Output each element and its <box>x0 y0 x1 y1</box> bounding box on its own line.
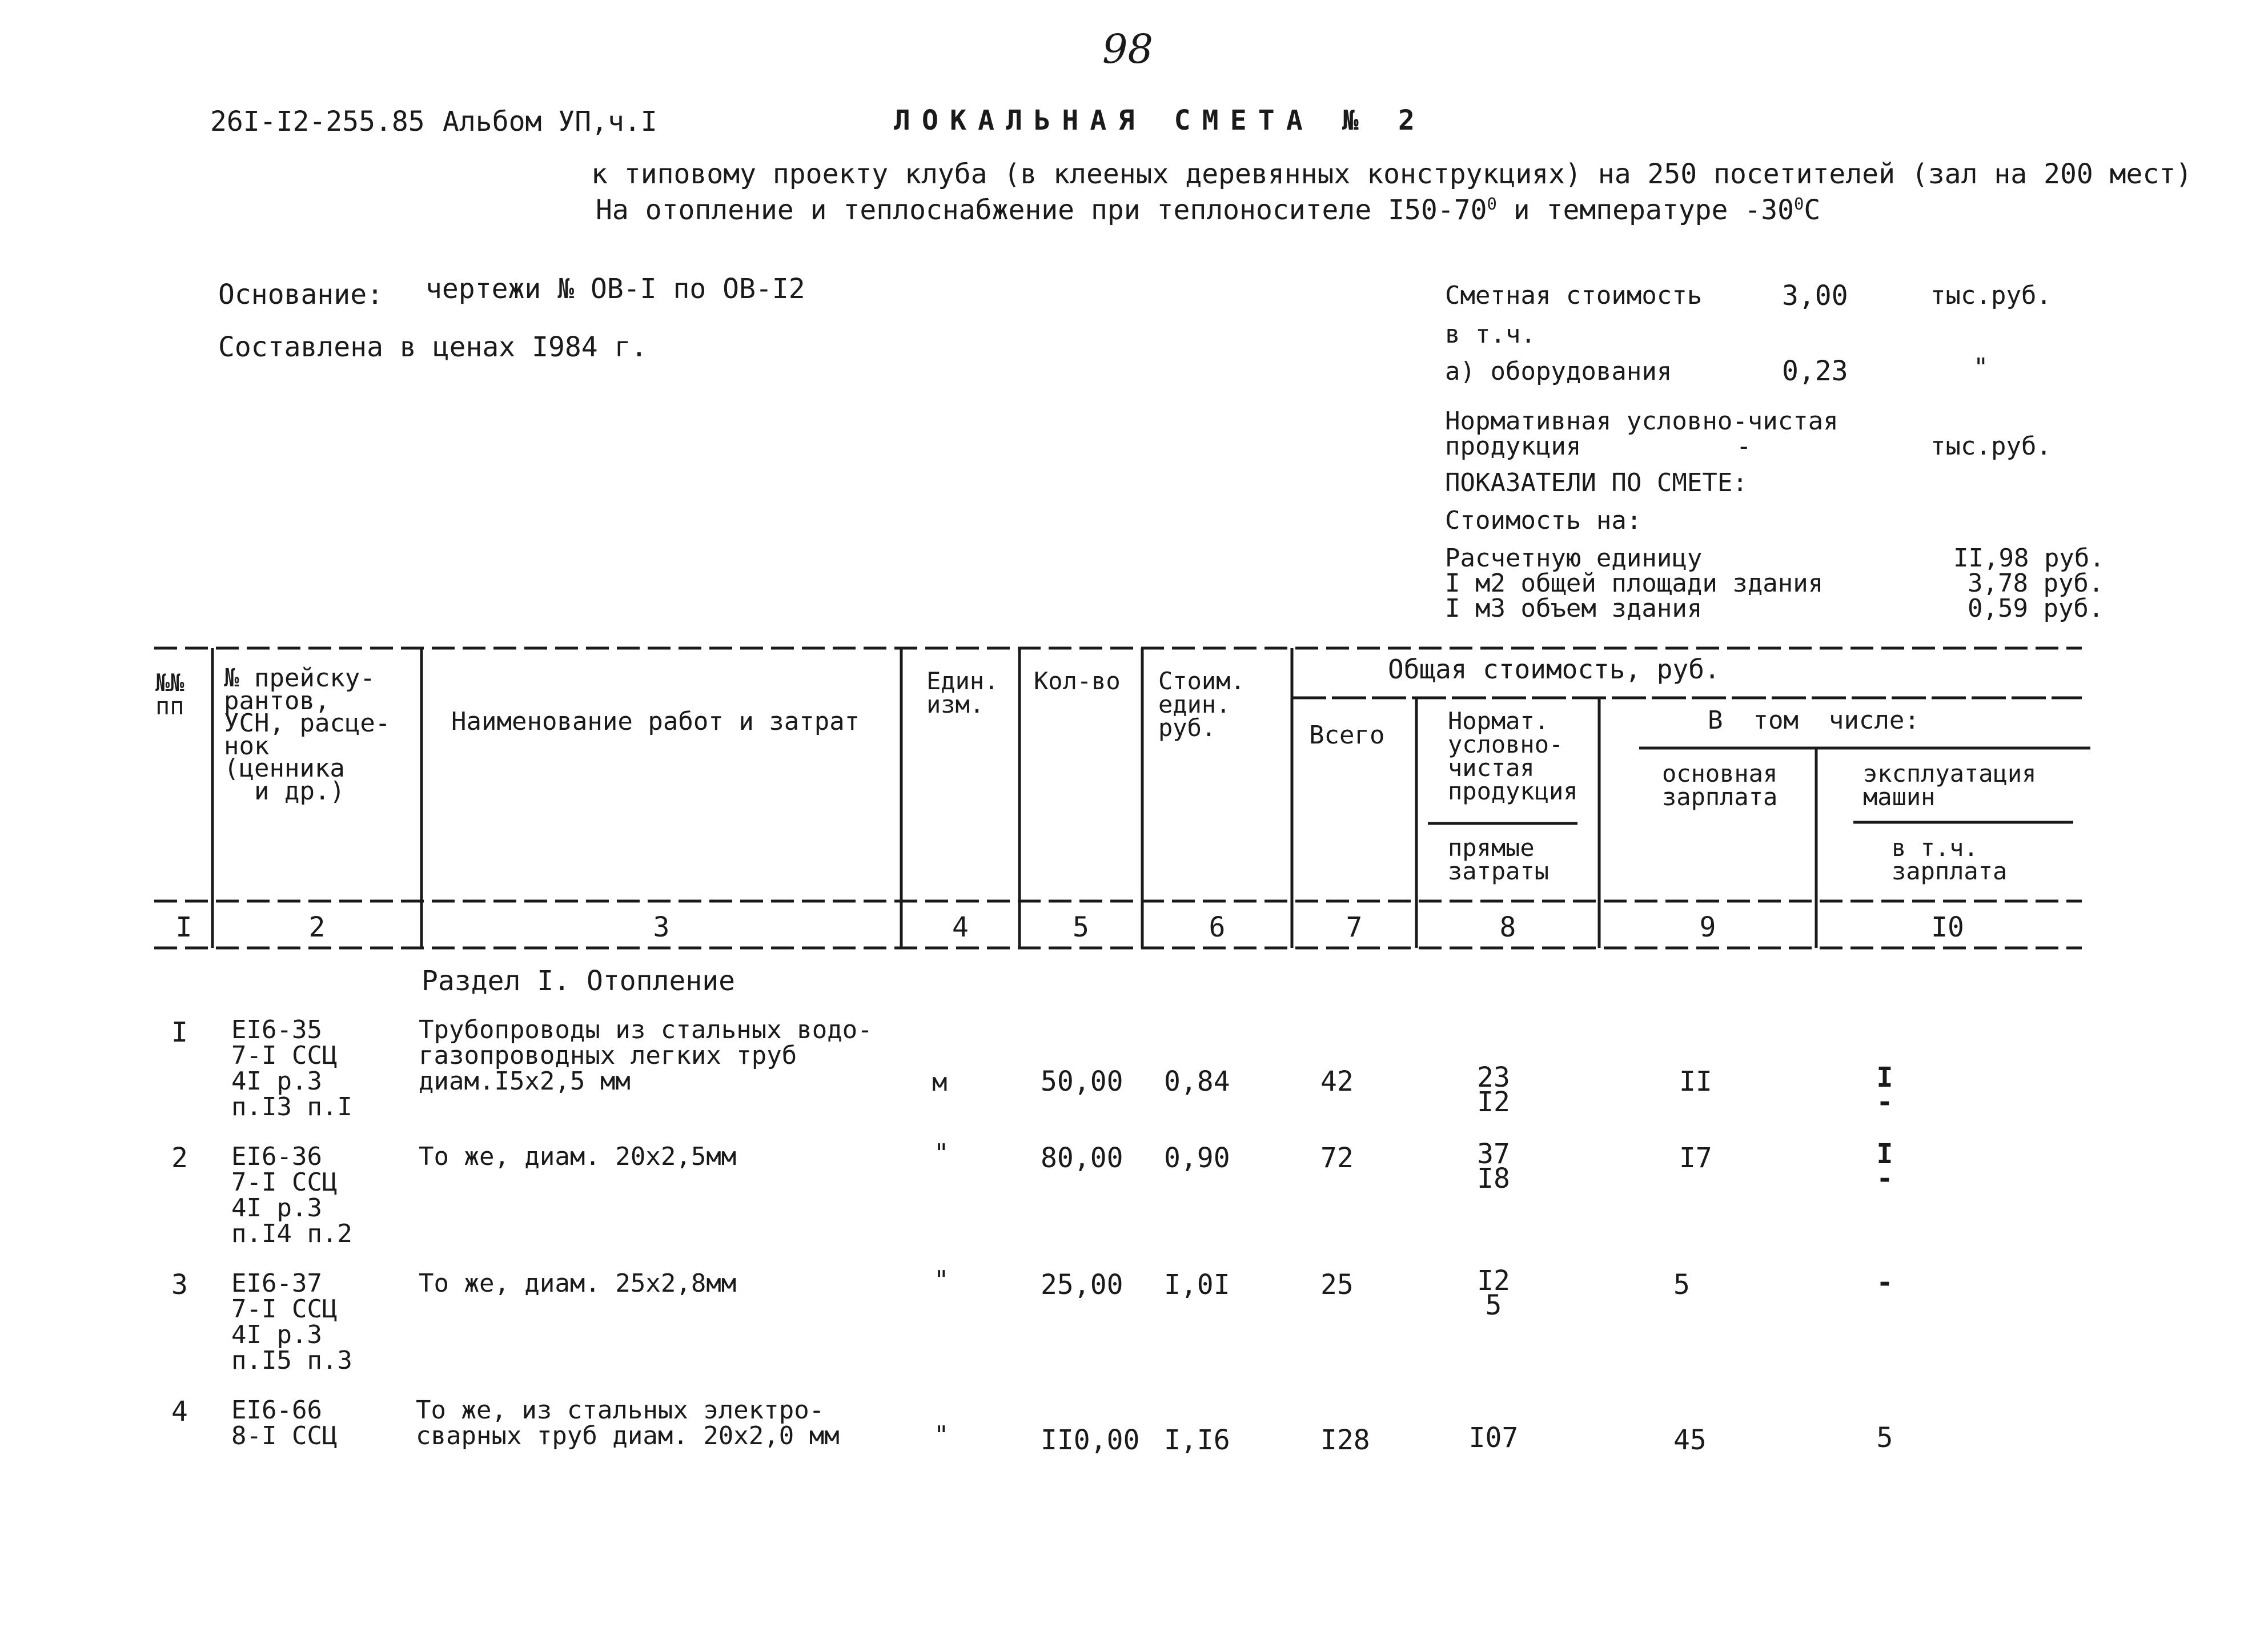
row-salary: 5 <box>1673 1269 1690 1301</box>
m2-label: I м2 общей площади здания <box>1445 569 1824 598</box>
header-qty: Кол-во <box>1034 667 1121 695</box>
row-num: I <box>171 1016 188 1048</box>
row-num: 4 <box>171 1396 188 1428</box>
page-number: 98 <box>1102 26 1154 73</box>
header-num: №№ пп <box>155 669 184 721</box>
m3-value: 0,59 руб. <box>1968 594 2104 623</box>
cost-on-label: Стоимость на: <box>1445 506 1642 535</box>
header-work-name: Наименование работ и затрат <box>451 707 860 736</box>
header-total-cost: Общая стоимость, руб. <box>1388 654 1720 685</box>
normative-value: - <box>1736 432 1752 461</box>
row-num: 3 <box>171 1269 188 1301</box>
header-price-list: № прейску- рантов, УСН, расце- нок (ценника и др.) <box>224 664 391 806</box>
album-label: Альбом УП,ч.I <box>443 106 657 138</box>
row-unit: " <box>934 1139 949 1168</box>
header-direct-costs: прямые затраты <box>1448 834 1550 886</box>
col-number-6: 6 <box>1209 911 1226 943</box>
row-name: То же, из стальных электро- сварных труб диам. 20х2,0 мм <box>416 1396 840 1450</box>
subtitle-line-2-pre: На отопление и теплоснабжение при теплоносителе I50-70 <box>596 194 1487 226</box>
row-qty: 50,00 <box>1041 1066 1123 1098</box>
col-number-4: 4 <box>952 911 969 943</box>
row-code: ЕI6-66 8-I ССЦ <box>231 1396 338 1450</box>
row-normative: 23 I2 <box>1477 1062 1510 1119</box>
m2-value: 3,78 руб. <box>1968 569 2104 598</box>
equipment-value: 0,23 <box>1782 355 1848 387</box>
row-qty: II0,00 <box>1041 1424 1140 1456</box>
header-incl: В том числе: <box>1708 706 1920 735</box>
row-unit: " <box>934 1421 949 1450</box>
col-number-5: 5 <box>1073 911 1089 943</box>
col-number-9: 9 <box>1699 911 1716 943</box>
document-title: ЛОКАЛЬНАЯ СМЕТА № 2 <box>894 104 1427 136</box>
calc-unit-value: II,98 руб. <box>1953 544 2105 573</box>
row-qty: 25,00 <box>1041 1269 1123 1301</box>
subtitle-line-1: к типовому проекту клуба (в клееных деревянных конструкциях) на 250 посетителей (зал на 200 мест) <box>591 158 2193 190</box>
row-normative: 37 I8 <box>1477 1138 1510 1195</box>
degree-mark-1: 0 <box>1487 194 1497 214</box>
row-total: 25 <box>1320 1269 1354 1301</box>
col-number-3: 3 <box>653 911 670 943</box>
header-total: Всего <box>1309 721 1385 750</box>
equipment-label: а) оборудования <box>1445 357 1672 386</box>
calc-unit-label: Расчетную единицу <box>1445 544 1703 573</box>
degree-mark-2: 0 <box>1794 194 1804 214</box>
normative-unit: тыс.руб. <box>1930 432 2052 461</box>
row-code: ЕI6-37 7-I ССЦ 4I р.3 п.I5 п.3 <box>231 1269 352 1375</box>
row-total: 42 <box>1320 1066 1354 1098</box>
subtitle-line-2-post: С <box>1804 194 1821 226</box>
normative-label-2: продукция <box>1445 432 1581 461</box>
header-machines: эксплуатация машин <box>1863 759 2037 811</box>
row-qty: 80,00 <box>1041 1142 1123 1174</box>
row-machines: - <box>1876 1267 1893 1299</box>
header-salary: основная зарплата <box>1662 759 1778 811</box>
header-normative: Нормат. условно- чистая продукция <box>1448 707 1578 806</box>
row-normative: I2 5 <box>1477 1265 1510 1322</box>
row-unit: м <box>932 1068 948 1097</box>
col-number-7: 7 <box>1346 911 1363 943</box>
estimated-cost-value: 3,00 <box>1782 280 1848 312</box>
doc-code: 26I-I2-255.85 <box>210 106 425 138</box>
estimated-cost-label: Сметная стоимость <box>1445 281 1703 310</box>
m3-label: I м3 объем здания <box>1445 594 1703 623</box>
basis-value: чертежи № ОВ-I по ОВ-I2 <box>425 273 805 305</box>
row-machines: I - <box>1876 1138 1893 1195</box>
row-code: ЕI6-35 7-I ССЦ 4I р.3 п.I3 п.I <box>231 1015 352 1122</box>
row-price: I,0I <box>1164 1269 1230 1301</box>
row-total: I28 <box>1320 1424 1370 1456</box>
row-normative: I07 <box>1468 1422 1519 1454</box>
normative-label-1: Нормативная условно-чистая <box>1445 407 1838 436</box>
row-price: I,I6 <box>1164 1424 1230 1456</box>
row-salary: II <box>1679 1066 1712 1098</box>
subtitle-line-2-mid: и температуре -30 <box>1496 194 1795 226</box>
estimated-cost-unit: тыс.руб. <box>1930 281 2052 310</box>
col-number-1: I <box>175 911 192 943</box>
header-unit-price: Стоим. един. руб. <box>1158 667 1245 742</box>
prices-line: Составлена в ценах I984 г. <box>218 331 648 363</box>
incl-label: в т.ч. <box>1445 320 1536 349</box>
col-number-8: 8 <box>1499 911 1516 943</box>
col-number-10: I0 <box>1931 911 1964 943</box>
row-name: То же, диам. 25х2,8мм <box>419 1269 737 1298</box>
row-machines: 5 <box>1876 1422 1893 1454</box>
row-name: То же, диам. 20х2,5мм <box>419 1142 737 1171</box>
row-salary: I7 <box>1679 1142 1712 1174</box>
row-num: 2 <box>171 1142 188 1174</box>
row-price: 0,84 <box>1164 1066 1230 1098</box>
row-salary: 45 <box>1673 1424 1707 1456</box>
basis-label: Основание: <box>218 279 383 311</box>
equipment-unit: " <box>1973 353 1989 382</box>
col-number-2: 2 <box>308 911 326 943</box>
row-name: Трубопроводы из стальных водо- газопроводных легких труб диам.I5х2,5 мм <box>419 1015 873 1096</box>
header-machines-salary: в т.ч. зарплата <box>1892 834 2008 886</box>
row-total: 72 <box>1320 1142 1354 1174</box>
header-unit: Един. изм. <box>926 667 999 719</box>
row-price: 0,90 <box>1164 1142 1230 1174</box>
section-title: Раздел I. Отопление <box>422 965 736 997</box>
row-code: ЕI6-36 7-I ССЦ 4I р.3 п.I4 п.2 <box>231 1142 352 1248</box>
row-unit: " <box>934 1265 949 1295</box>
row-machines: I - <box>1876 1062 1893 1119</box>
indicators-label: ПОКАЗАТЕЛИ ПО СМЕТЕ: <box>1445 468 1748 497</box>
